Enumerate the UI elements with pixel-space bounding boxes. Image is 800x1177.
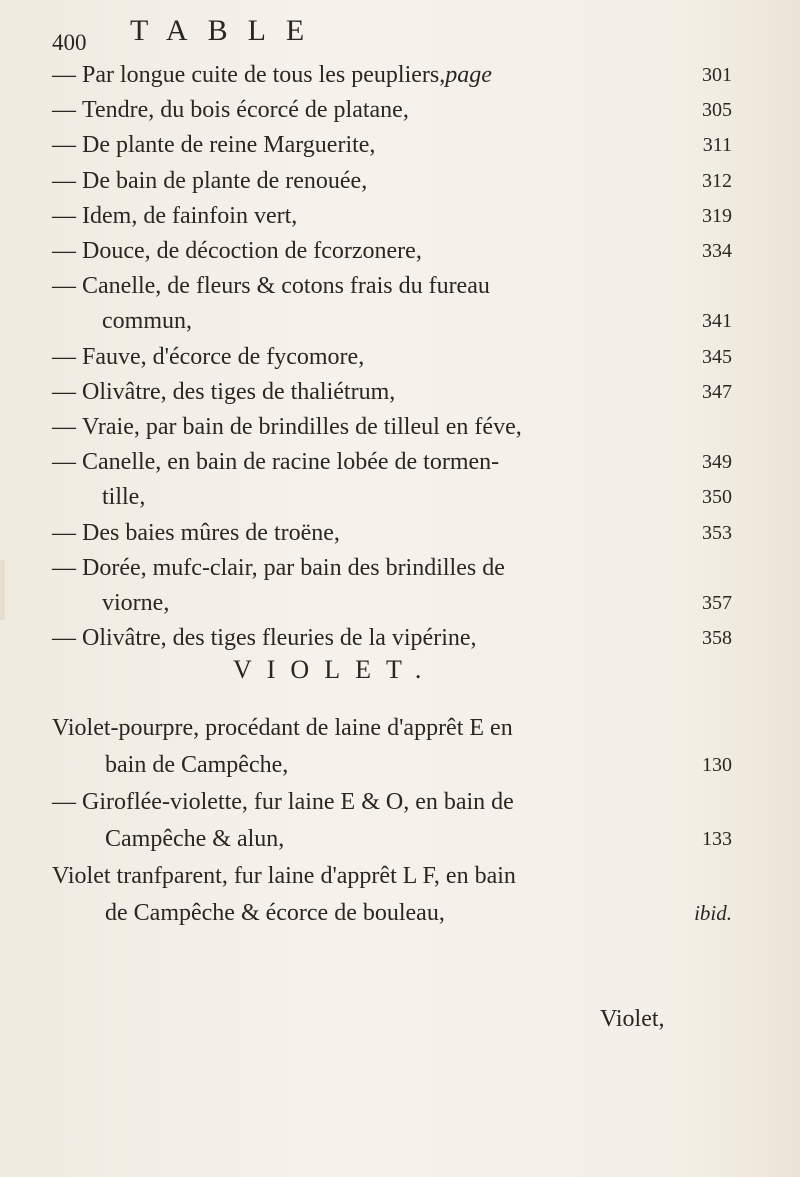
- entry-dash: —: [52, 343, 76, 370]
- index-entry: [52, 199, 732, 234]
- violet-entries: [52, 710, 732, 932]
- entry-dash: —: [52, 273, 76, 300]
- index-entry: [52, 710, 732, 747]
- index-entry: [52, 164, 732, 199]
- entry-page-label: page: [445, 62, 492, 88]
- index-entry: [52, 375, 732, 410]
- page-stain: [0, 560, 5, 620]
- entry-text: Vraie, par bain de brindilles de tilleul en féve,: [82, 414, 522, 441]
- entry-page-number: 301: [702, 64, 732, 86]
- entry-page-number: 347: [702, 380, 732, 403]
- entry-text: Tendre, du bois écorcé de platane,: [82, 97, 409, 124]
- index-entry: [52, 340, 732, 375]
- entry-text: Dorée, mufc-clair, par bain des brindilles de: [82, 554, 505, 581]
- entry-dash: —: [52, 554, 76, 581]
- entry-text: Douce, de décoction de fcorzonere,: [82, 238, 422, 265]
- entry-page-number: 345: [702, 345, 732, 368]
- index-entry: [52, 128, 732, 163]
- index-entry: [52, 784, 732, 821]
- index-entry: [52, 621, 732, 656]
- section-heading: VIOLET.: [233, 655, 437, 684]
- entry-page-number: 341: [702, 310, 732, 333]
- entry-text: De bain de plante de renouée,: [82, 167, 368, 194]
- entry-text: Par longue cuite de tous les peupliers,: [82, 62, 446, 88]
- entry-page-number: 305: [702, 99, 732, 122]
- index-entry: [52, 269, 732, 304]
- entry-dash: —: [52, 378, 76, 405]
- entry-page-number: 358: [702, 627, 732, 650]
- entry-page-number: 334: [702, 240, 732, 263]
- entry-dash: —: [52, 449, 76, 476]
- index-entry: [52, 586, 732, 621]
- entry-text: — Giroflée-violette, fur laine E & O, en bain de: [52, 789, 514, 815]
- index-entry: [52, 410, 732, 445]
- entry-page-number: 357: [702, 592, 732, 615]
- entry-text: commun,: [102, 308, 192, 335]
- entry-page-number: 311: [702, 134, 732, 157]
- index-entry: [52, 858, 732, 895]
- entry-dash: —: [52, 519, 76, 546]
- index-entry: [52, 821, 732, 858]
- index-entry: [52, 234, 732, 269]
- entry-dash: —: [52, 132, 76, 159]
- entry-text: Des baies mûres de troëne,: [82, 519, 340, 546]
- entry-text: Canelle, en bain de racine lobée de tormen-: [82, 449, 500, 476]
- entry-page-number: 133: [702, 828, 732, 850]
- index-entry: [52, 93, 732, 128]
- entry-dash: —: [52, 62, 76, 88]
- index-entry: [52, 747, 732, 784]
- running-title: TABLE: [130, 14, 325, 47]
- entry-dash: —: [52, 625, 76, 652]
- entry-page-number: 319: [702, 204, 732, 227]
- index-entry: [52, 58, 732, 93]
- entry-page-number: 353: [702, 521, 732, 544]
- entry-page-number: ibid.: [694, 901, 732, 925]
- entry-dash: —: [52, 414, 76, 441]
- entry-text: Fauve, d'écorce de fycomore,: [82, 343, 365, 370]
- entry-dash: —: [52, 238, 76, 265]
- entry-page-number: 130: [702, 754, 732, 776]
- entry-text: de Campêche & écorce de bouleau,: [105, 900, 445, 926]
- entry-page-number: 349: [702, 451, 732, 474]
- index-entry: [52, 516, 732, 551]
- entry-page-number: 350: [702, 486, 732, 509]
- index-entry: [52, 895, 732, 932]
- entry-text: Campêche & alun,: [105, 826, 285, 852]
- entry-text: Olivâtre, des tiges fleuries de la vipérine,: [82, 625, 477, 652]
- page-header: [52, 12, 752, 55]
- entry-text: bain de Campêche,: [105, 752, 289, 778]
- index-entry: [52, 480, 732, 515]
- page-number: 400: [52, 30, 87, 55]
- entry-text: Idem, de fainfoin vert,: [82, 202, 298, 229]
- entry-dash: —: [52, 97, 76, 124]
- entry-text: De plante de reine Marguerite,: [82, 132, 376, 159]
- entry-text: Canelle, de fleurs & cotons frais du fureau: [82, 273, 490, 300]
- entry-dash: —: [52, 167, 76, 194]
- index-entry: [52, 304, 732, 339]
- entry-text: Violet-pourpre, procédant de laine d'apprêt E en: [52, 715, 513, 741]
- entry-text: Olivâtre, des tiges de thaliétrum,: [82, 378, 396, 405]
- entry-page-number: 312: [702, 169, 732, 192]
- entry-text: tille,: [102, 484, 146, 511]
- catchword: Violet,: [600, 1006, 665, 1032]
- index-entry: [52, 551, 732, 586]
- entry-dash: —: [52, 202, 76, 229]
- index-entries: [52, 58, 732, 656]
- entry-text: viorne,: [102, 590, 170, 617]
- entry-text: Violet tranfparent, fur laine d'apprêt L F, en bain: [52, 863, 516, 889]
- index-entry: [52, 445, 732, 480]
